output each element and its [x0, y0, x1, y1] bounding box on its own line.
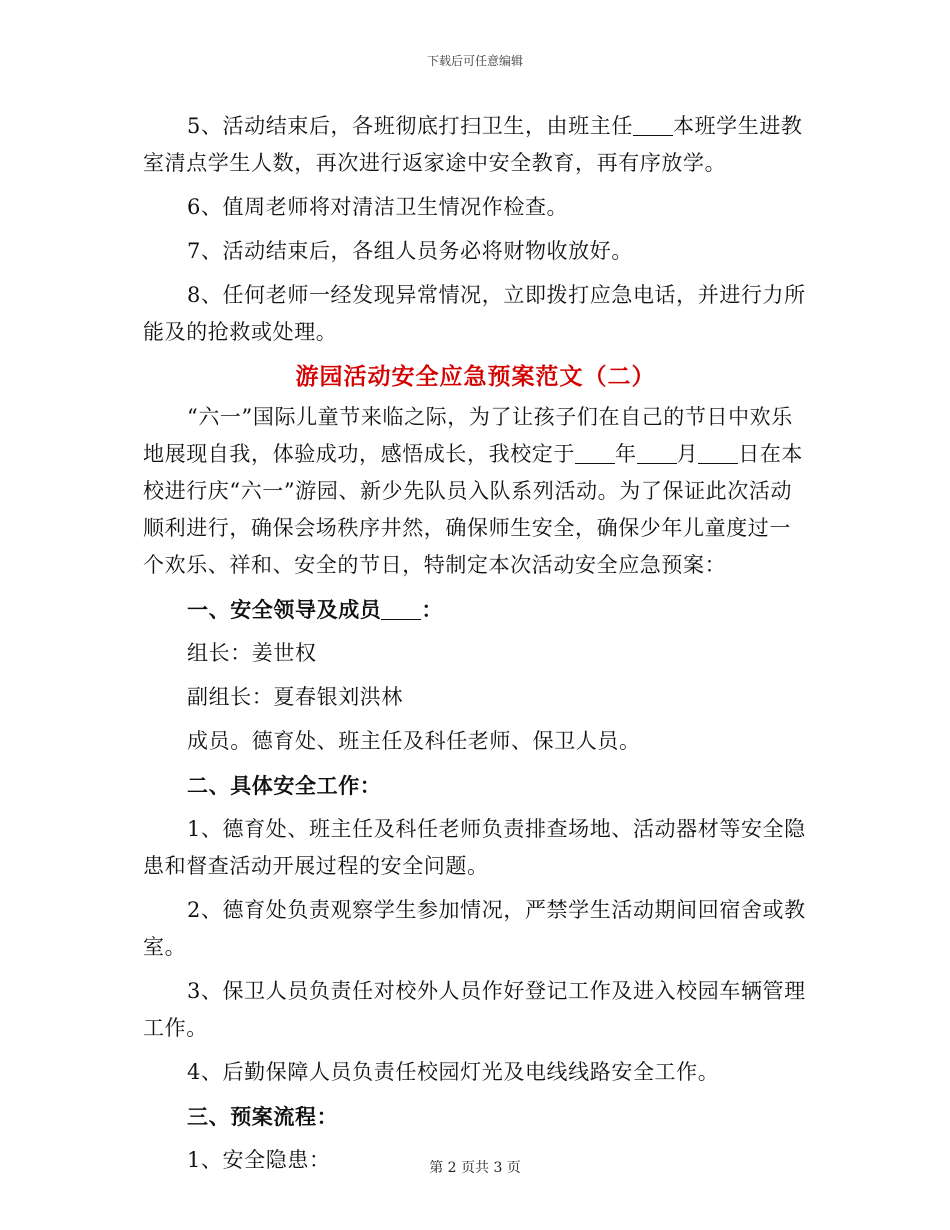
leader-line: 组长：姜世权 [187, 641, 317, 665]
item-5 [143, 108, 808, 182]
intro-year-label: 年 [615, 442, 637, 466]
work-item-2: 2、德育处负责观察学生参加情况，严禁学生活动期间回宿舍或教室。 [143, 898, 806, 959]
blank-day [698, 443, 738, 464]
work-item-4: 4、后勤保障人员负责任校园灯光及电线线路安全工作。 [187, 1060, 720, 1084]
item-5-text-a: 5、活动结束后，各班彻底打扫卫生，由班主任 [187, 114, 633, 138]
heading-leadership [143, 591, 808, 628]
intro-month-label: 月 [676, 442, 699, 466]
work-item-1: 1、德育处、班主任及科任老师负责排查场地、活动器材等安全隐患和督查活动开展过程的安全问题。 [143, 817, 806, 878]
intro-text-d: 日在本校进行庆“六一”游园、新少先队员入队系列活动。为了保证此次活动顺利进行，确保会场秩序井然，确保师生安全，确保少年儿童度过一个欢乐、祥和、安全的节日，特制定本次活动安全应急预案： [143, 442, 804, 577]
item-8: 8、任何老师一经发现异常情况，立即拨打应急电话，并进行力所能及的抢救或处理。 [143, 283, 806, 344]
heading-leadership-colon: ： [421, 597, 444, 622]
item-7: 7、活动结束后，各组人员务必将财物收放好。 [187, 239, 633, 263]
section-title: 游园活动安全应急预案范文（二） [295, 363, 656, 390]
intro-paragraph [143, 399, 808, 584]
members-line: 成员。德育处、班主任及科任老师、保卫人员。 [187, 729, 641, 753]
item-6: 6、值周老师将对清洁卫生情况作检查。 [187, 195, 569, 219]
procedure-item-1: 1、安全隐患： [187, 1148, 331, 1172]
heading-safety-work: 二、具体安全工作： [187, 773, 382, 798]
page-footer: 第 2 页共 3 页 [429, 1160, 521, 1176]
heading-leadership-text: 一、安全领导及成员 [187, 597, 382, 622]
item-5-text-b: 本班学生进教室清点学生人数，再次进行返家途中安全教育，再有序放学。 [143, 114, 803, 175]
work-item-3: 3、保卫人员负责任对校外人员作好登记工作及进入校园车辆管理工作。 [143, 979, 806, 1040]
page-header: 下载后可任意编辑 [426, 54, 523, 68]
vice-leader-line: 副组长：夏春银刘洪林 [187, 685, 403, 709]
intro-text-a: “六一”国际儿童节来临之际，为了让孩子们在自己的节日中欢乐地展现自我，体验成功，感悟成长，我校定于 [143, 405, 793, 466]
blank-underline [381, 599, 421, 620]
blank-year [575, 443, 615, 464]
blank-month [637, 443, 677, 464]
heading-procedure: 三、预案流程： [187, 1104, 339, 1129]
blank-underline [633, 115, 673, 136]
document-body [143, 108, 808, 1179]
